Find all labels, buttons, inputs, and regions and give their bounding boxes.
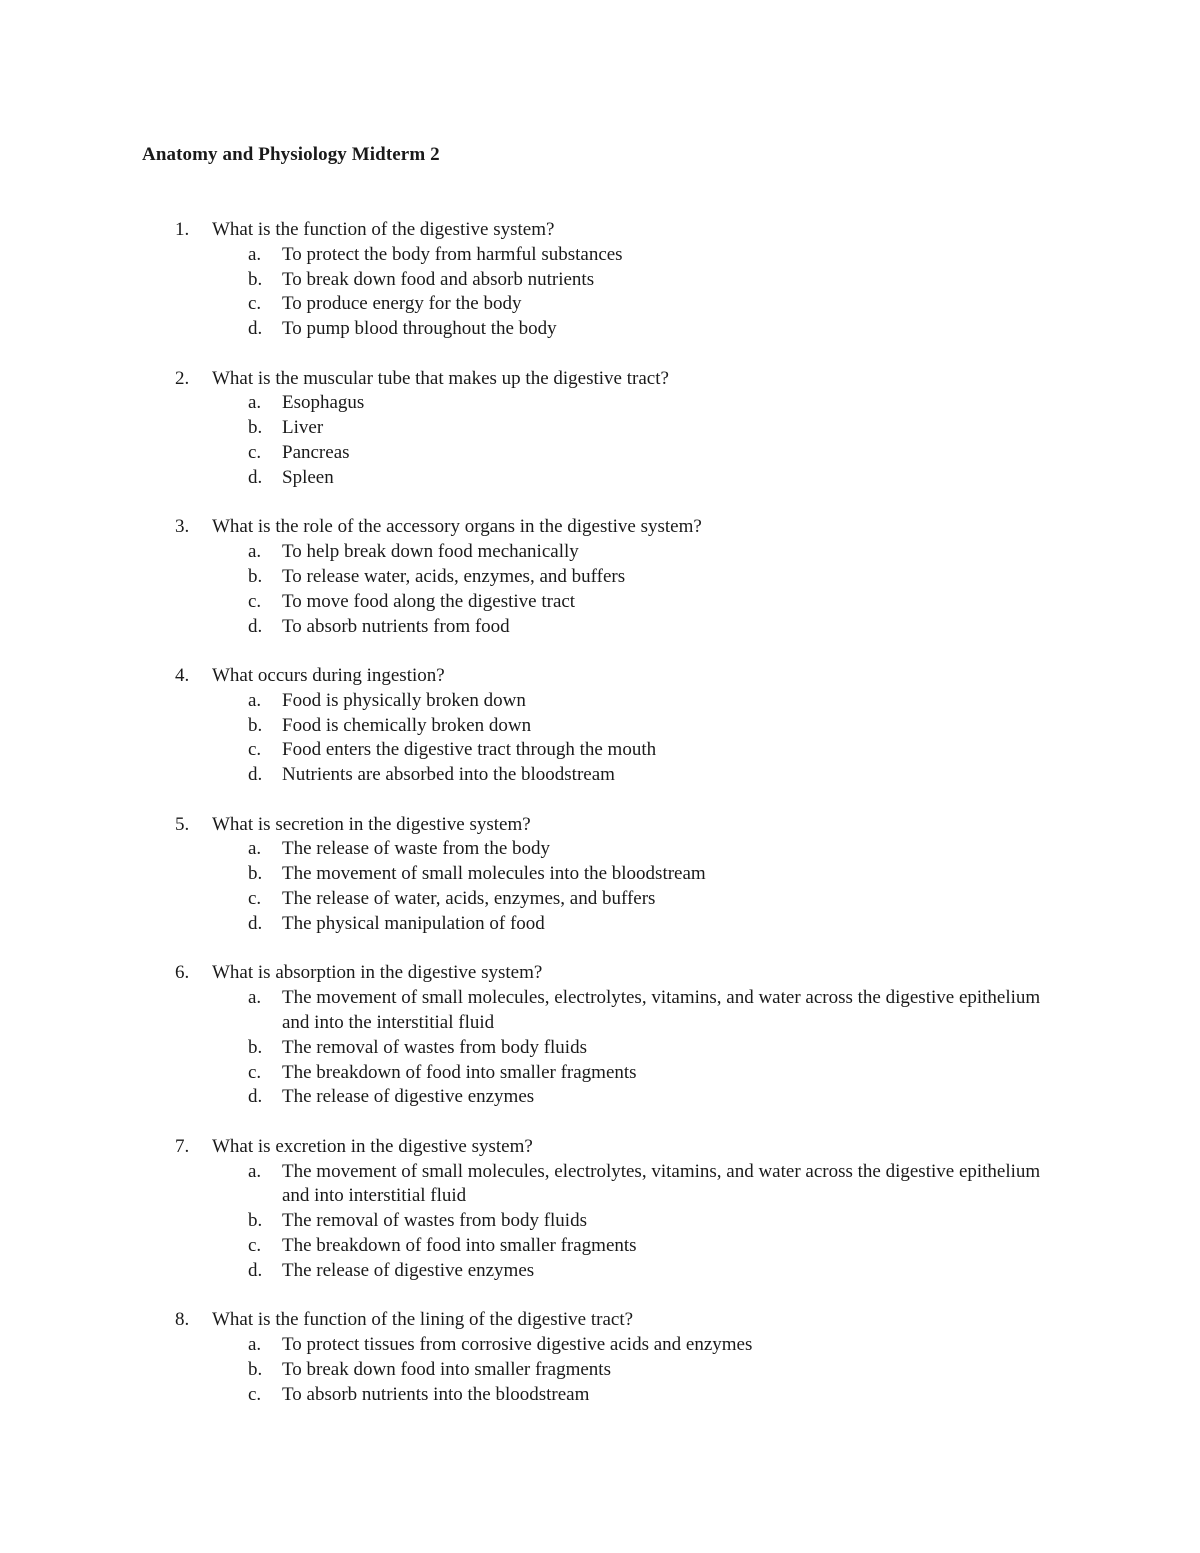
option-list bbox=[0, 986, 1200, 1110]
option-letter: a. bbox=[248, 689, 262, 711]
question-stem bbox=[0, 813, 1200, 838]
question-7 bbox=[0, 1135, 1200, 1284]
option-letter: b. bbox=[248, 417, 263, 439]
option-text: The removal of wastes from body fluids bbox=[282, 1036, 587, 1058]
question-stem bbox=[0, 961, 1200, 986]
option-a bbox=[0, 986, 1200, 1036]
option-text: To pump blood throughout the body bbox=[282, 318, 557, 340]
option-a bbox=[0, 837, 1200, 862]
option-b bbox=[0, 1036, 1200, 1061]
option-text: The removal of wastes from body fluids bbox=[282, 1210, 587, 1232]
question-text: What is the function of the lining of the digestive tract? bbox=[212, 1309, 634, 1331]
option-d bbox=[0, 1085, 1200, 1110]
option-letter: c. bbox=[248, 1383, 262, 1405]
option-a bbox=[0, 1333, 1200, 1358]
option-text: To absorb nutrients from food bbox=[282, 615, 510, 637]
option-text: To help break down food mechanically bbox=[282, 541, 579, 563]
question-stem bbox=[0, 218, 1200, 243]
option-a bbox=[0, 540, 1200, 565]
question-stem bbox=[0, 1308, 1200, 1333]
option-c bbox=[0, 292, 1200, 317]
question-stem bbox=[0, 515, 1200, 540]
question-stem bbox=[0, 664, 1200, 689]
option-letter: d. bbox=[248, 318, 263, 340]
question-number: 3. bbox=[175, 516, 190, 538]
option-d bbox=[0, 912, 1200, 937]
option-text: Pancreas bbox=[282, 442, 350, 464]
option-c bbox=[0, 1234, 1200, 1259]
option-c bbox=[0, 738, 1200, 763]
option-letter: b. bbox=[248, 863, 263, 885]
option-a bbox=[0, 689, 1200, 714]
option-text: The release of digestive enzymes bbox=[282, 1086, 535, 1108]
option-list bbox=[0, 1333, 1200, 1407]
option-text: To absorb nutrients into the bloodstream bbox=[282, 1383, 590, 1405]
option-a bbox=[0, 1160, 1200, 1210]
option-b bbox=[0, 1358, 1200, 1383]
option-letter: d. bbox=[248, 1086, 263, 1108]
question-text: What is secretion in the digestive system? bbox=[212, 813, 531, 835]
question-number: 6. bbox=[175, 962, 190, 984]
option-b bbox=[0, 416, 1200, 441]
option-letter: b. bbox=[248, 268, 263, 290]
option-c bbox=[0, 1383, 1200, 1408]
option-letter: c. bbox=[248, 1235, 262, 1257]
option-a bbox=[0, 391, 1200, 416]
option-text: Liver bbox=[282, 417, 324, 439]
option-text: To move food along the digestive tract bbox=[282, 590, 576, 612]
option-letter: d. bbox=[248, 764, 263, 786]
option-letter: b. bbox=[248, 714, 263, 736]
option-text: The movement of small molecules into the bloodstream bbox=[282, 863, 706, 885]
option-text: Nutrients are absorbed into the bloodstream bbox=[282, 764, 615, 786]
option-list bbox=[0, 391, 1200, 490]
question-5 bbox=[0, 813, 1200, 937]
question-stem bbox=[0, 367, 1200, 392]
question-text: What is absorption in the digestive system? bbox=[212, 962, 543, 984]
option-letter: a. bbox=[248, 987, 262, 1009]
option-letter: a. bbox=[248, 1334, 262, 1356]
question-8 bbox=[0, 1308, 1200, 1407]
page-title: Anatomy and Physiology Midterm 2 bbox=[142, 144, 440, 165]
option-letter: c. bbox=[248, 590, 262, 612]
option-text: Spleen bbox=[282, 466, 334, 488]
option-text: Food is chemically broken down bbox=[282, 714, 532, 736]
option-letter: a. bbox=[248, 838, 262, 860]
option-letter: a. bbox=[248, 392, 262, 414]
question-text: What is the function of the digestive system? bbox=[212, 219, 555, 240]
question-number: 2. bbox=[175, 367, 190, 389]
option-text: Food is physically broken down bbox=[282, 689, 526, 711]
option-b bbox=[0, 862, 1200, 887]
option-c bbox=[0, 590, 1200, 615]
option-list bbox=[0, 540, 1200, 639]
option-list bbox=[0, 837, 1200, 936]
question-text: What is the role of the accessory organs in the digestive system? bbox=[212, 516, 702, 538]
option-text: The movement of small molecules, electrolytes, vitamins, and water across the digestive epithelium and into interstitial fluid bbox=[282, 1160, 1041, 1207]
option-b bbox=[0, 565, 1200, 590]
option-text: The movement of small molecules, electrolytes, vitamins, and water across the digestive epithelium and into the interstitial fluid bbox=[282, 987, 1041, 1033]
option-letter: a. bbox=[248, 243, 262, 265]
option-letter: d. bbox=[248, 912, 263, 934]
option-b bbox=[0, 1209, 1200, 1234]
question-text: What is the muscular tube that makes up the digestive tract? bbox=[212, 367, 669, 389]
question-number: 1. bbox=[175, 219, 190, 240]
option-b bbox=[0, 268, 1200, 293]
option-c bbox=[0, 441, 1200, 466]
option-list bbox=[0, 243, 1200, 342]
question-text: What is excretion in the digestive system? bbox=[212, 1135, 533, 1157]
option-letter: c. bbox=[248, 1061, 262, 1083]
option-list bbox=[0, 1160, 1200, 1284]
option-letter: d. bbox=[248, 466, 263, 488]
option-letter: a. bbox=[248, 1160, 262, 1182]
option-d bbox=[0, 615, 1200, 640]
option-letter: c. bbox=[248, 739, 262, 761]
option-text: Food enters the digestive tract through the mouth bbox=[282, 739, 657, 761]
option-text: The release of waste from the body bbox=[282, 838, 551, 860]
question-stem bbox=[0, 1135, 1200, 1160]
question-1 bbox=[0, 218, 1200, 342]
option-d bbox=[0, 763, 1200, 788]
option-text: To break down food into smaller fragments bbox=[282, 1358, 611, 1380]
option-text: To release water, acids, enzymes, and buffers bbox=[282, 565, 626, 587]
option-d bbox=[0, 1259, 1200, 1284]
question-number: 7. bbox=[175, 1135, 190, 1157]
option-c bbox=[0, 1061, 1200, 1086]
option-text: To produce energy for the body bbox=[282, 293, 522, 315]
question-number: 5. bbox=[175, 813, 190, 835]
option-letter: d. bbox=[248, 615, 263, 637]
option-letter: b. bbox=[248, 1036, 263, 1058]
option-letter: d. bbox=[248, 1259, 263, 1281]
option-d bbox=[0, 466, 1200, 491]
option-b bbox=[0, 714, 1200, 739]
question-3 bbox=[0, 515, 1200, 639]
option-text: The release of digestive enzymes bbox=[282, 1259, 535, 1281]
question-text: What occurs during ingestion? bbox=[212, 665, 445, 687]
option-letter: c. bbox=[248, 442, 262, 464]
question-4 bbox=[0, 664, 1200, 788]
option-letter: a. bbox=[248, 541, 262, 563]
question-2 bbox=[0, 367, 1200, 491]
question-6 bbox=[0, 961, 1200, 1110]
option-list bbox=[0, 689, 1200, 788]
question-list bbox=[0, 218, 1200, 1432]
option-letter: c. bbox=[248, 888, 262, 910]
question-number: 4. bbox=[175, 665, 190, 687]
option-text: The release of water, acids, enzymes, and buffers bbox=[282, 888, 656, 910]
question-number: 8. bbox=[175, 1309, 190, 1331]
option-text: The breakdown of food into smaller fragments bbox=[282, 1061, 637, 1083]
option-text: The breakdown of food into smaller fragments bbox=[282, 1235, 637, 1257]
option-text: To protect the body from harmful substances bbox=[282, 243, 623, 265]
option-letter: b. bbox=[248, 1358, 263, 1380]
option-a bbox=[0, 243, 1200, 268]
option-text: To break down food and absorb nutrients bbox=[282, 268, 595, 290]
option-text: To protect tissues from corrosive digestive acids and enzymes bbox=[282, 1334, 753, 1356]
option-letter: c. bbox=[248, 293, 262, 315]
option-d bbox=[0, 317, 1200, 342]
option-letter: b. bbox=[248, 1210, 263, 1232]
option-text: The physical manipulation of food bbox=[282, 912, 545, 934]
option-letter: b. bbox=[248, 565, 263, 587]
option-c bbox=[0, 887, 1200, 912]
option-text: Esophagus bbox=[282, 392, 365, 414]
